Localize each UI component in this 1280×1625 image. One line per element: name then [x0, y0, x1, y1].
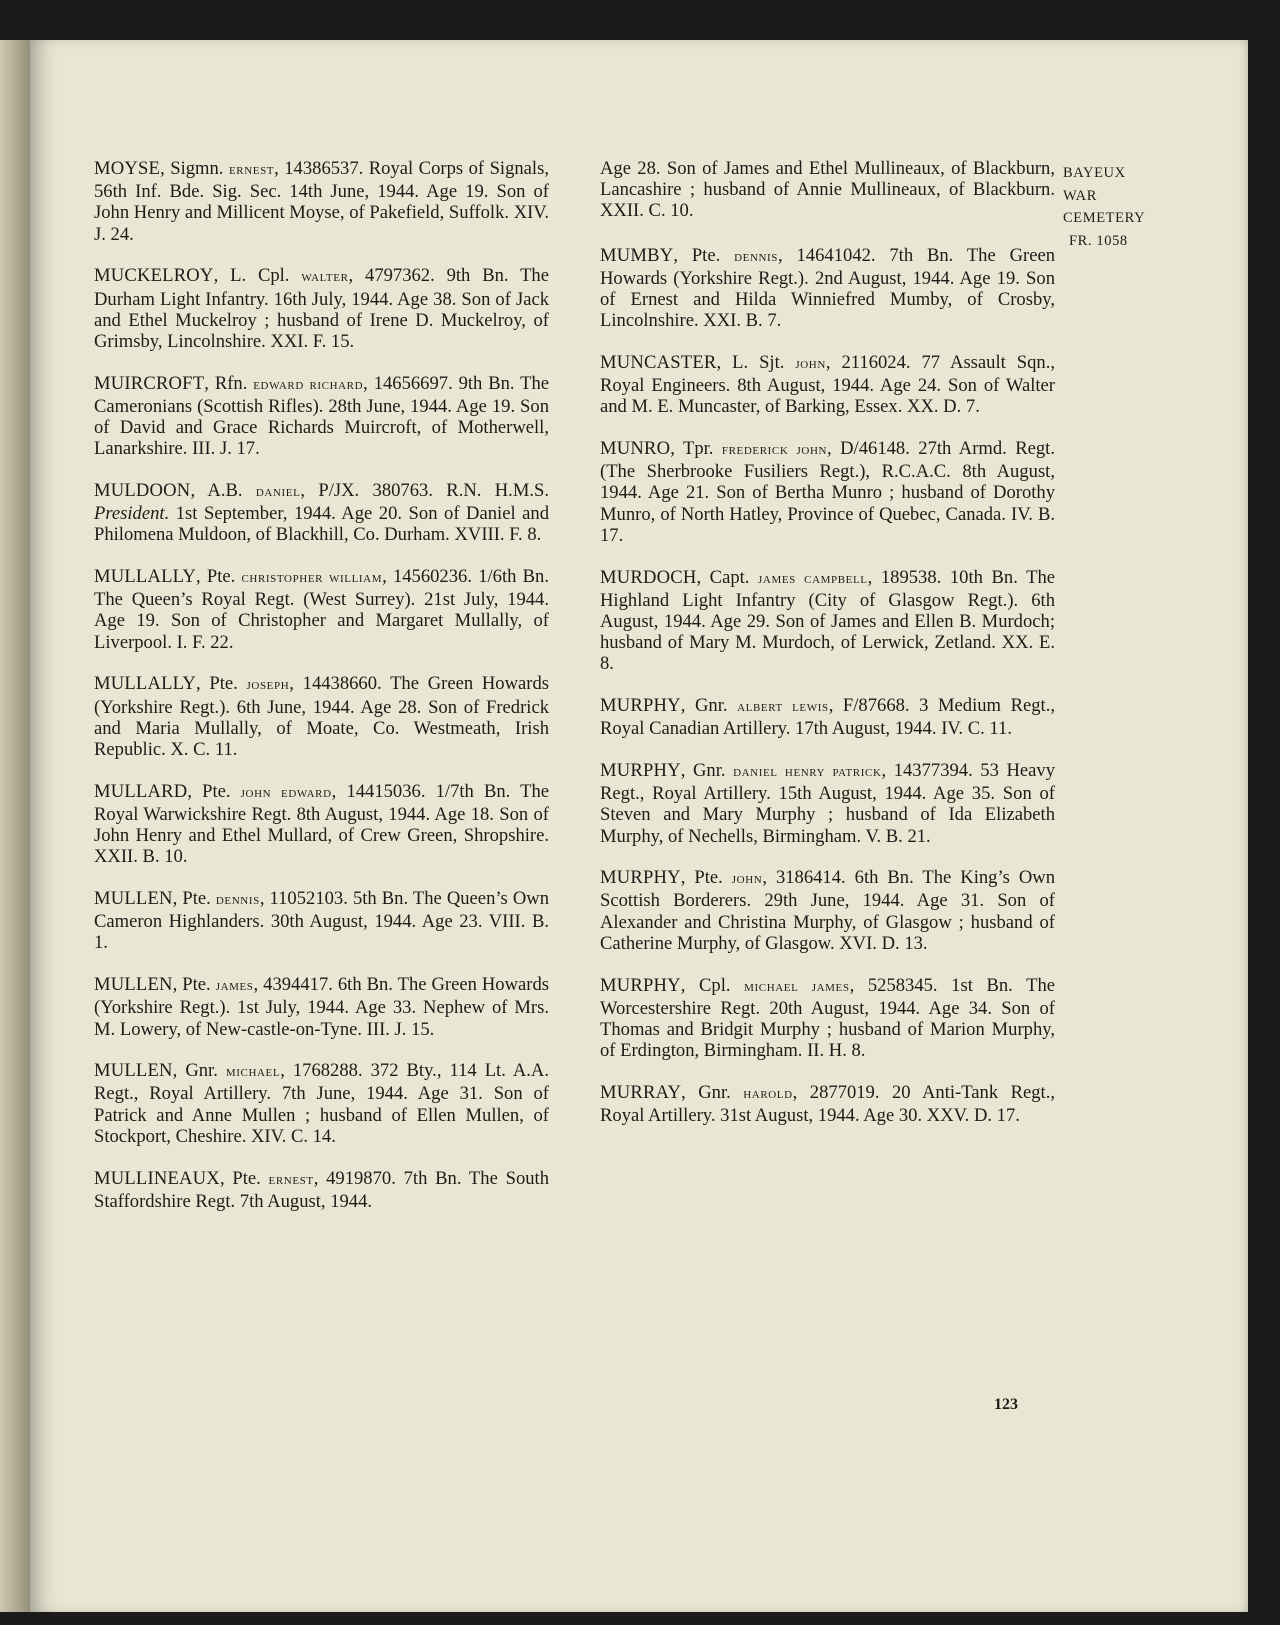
- rank: , Sigmn.: [160, 158, 229, 179]
- entry-details: , 3186414. 6th Bn. The King’s Own Scottish Borderers. 29th June, 1944. Age 31. Son of Alexander and Christina Murphy, of Glasgow ; husband of Catherine Murphy, of Glasgow. XVI. D. 13.: [600, 867, 1056, 954]
- given-names: john edward: [240, 784, 332, 801]
- entry-murdoch: [600, 567, 1055, 675]
- entry-details: , 189538. 10th Bn. The Highland Light Infantry (City of Glasgow Regt.). 6th August, 1944. Age 29. Son of James and Ellen B. Murdoch; husband of Mary M. Murdoch, of Lerwick, Zetland. XX. E. 8.: [600, 566, 1056, 675]
- side-note-line: CEMETERY: [1063, 210, 1146, 226]
- rank: , Pte.: [172, 974, 216, 996]
- given-names: michael: [225, 1064, 281, 1081]
- given-names: christopher william: [241, 570, 383, 587]
- entry-details: , 1768288. 372 Bty., 114 Lt. A.A. Regt., Royal Artillery. 7th June, 1944. Age 31. Son of Patrick and Anne Mullen ; husband of Ellen Mullen, of Stockport, Cheshire. XIV. C. 14.: [94, 1060, 550, 1147]
- entry-murray: [600, 1082, 1055, 1126]
- entry-details: , 14377394. 53 Heavy Regt., Royal Artillery. 15th August, 1944. Age 35. Son of Steven and Mary Murphy ; husband of Ida Elizabeth Murphy, of Nechells, Birmingham. V. B. 21.: [600, 759, 1055, 847]
- rank: , Pte.: [196, 673, 247, 695]
- rank: , Pte.: [219, 1167, 269, 1189]
- entry-details-cont: 1st September, 1944. Age 20. Son of Daniel and Philomena Muldoon, of Blackhill, Co. Durham. XVIII. F. 8.: [94, 503, 549, 546]
- surname: MUIRCROFT: [94, 372, 205, 394]
- given-names: daniel henry patrick: [733, 763, 882, 780]
- page-number: 123: [994, 1396, 1018, 1413]
- given-names: john: [731, 871, 763, 888]
- surname: MUNRO: [600, 438, 671, 460]
- entry-mullen-james: [94, 974, 549, 1040]
- given-names: walter: [301, 269, 349, 286]
- rank: , A.B.: [190, 479, 256, 501]
- entry-mullen-michael: [94, 1060, 549, 1147]
- entry-murphy-john: [600, 867, 1055, 954]
- ship-name: President.: [94, 503, 170, 525]
- surname: MURPHY: [600, 974, 681, 996]
- side-note-line: BAYEUX: [1063, 165, 1126, 181]
- given-names: harold: [743, 1085, 793, 1102]
- given-names: james: [215, 978, 254, 995]
- entry-munro: [600, 438, 1055, 546]
- entry-mullally-joseph: [94, 673, 549, 760]
- entry-muircroft: [94, 373, 549, 460]
- entry-details: , P/JX. 380763. R.N. H.M.S.: [300, 479, 549, 501]
- entry-mullally-christopher: [94, 566, 549, 653]
- rank: , Capt.: [696, 566, 759, 588]
- entry-murphy-michael: [600, 975, 1055, 1062]
- given-names: albert lewis: [737, 699, 829, 716]
- entry-details: , 4394417. 6th Bn. The Green Howards (Yorkshire Regt.). 1st July, 1944. Age 33. Nephew of Mrs. M. Lowery, of New-castle-on-Tyne. III. J. 15.: [94, 974, 549, 1040]
- entry-details: , 2877019. 20 Anti-Tank Regt., Royal Artillery. 31st August, 1944. Age 30. XXV. D. 17.: [600, 1081, 1056, 1127]
- given-names: daniel: [255, 483, 301, 500]
- entry-details: , 11052103. 5th Bn. The Queen’s Own Cameron Highlanders. 30th August, 1944. Age 23. VIII. B. 1.: [94, 887, 549, 954]
- surname: MUCKELROY: [94, 265, 214, 287]
- given-names: frederick john: [721, 442, 828, 459]
- entry-mullen-dennis: [94, 888, 549, 954]
- rank: , Pte.: [680, 867, 732, 889]
- entry-details: , 14415036. 1/7th Bn. The Royal Warwickshire Regt. 8th August, 1944. Age 18. Son of John Henry and Ethel Mullard, of Crew Green, Shropshire. XXII. B. 10.: [94, 780, 549, 868]
- surname: MULLINEAUX: [94, 1167, 220, 1189]
- side-note-line: WAR: [1063, 187, 1098, 204]
- entry-muncaster: [600, 352, 1055, 418]
- entry-details: , 4797362. 9th Bn. The Durham Light Infantry. 16th July, 1944. Age 38. Son of Jack and Ethel Muckelroy ; husband of Irene D. Muckelroy, of Grimsby, Lincolnshire. XXI. F. 15.: [94, 265, 549, 352]
- surname: MURPHY: [600, 867, 681, 889]
- rank: , L. Sjt.: [716, 351, 796, 373]
- surname: MURPHY: [600, 759, 681, 781]
- surname: MULLEN: [94, 887, 173, 909]
- rank: , Pte.: [673, 244, 735, 266]
- surname: MURPHY: [600, 695, 681, 717]
- surname: MURDOCH: [600, 566, 697, 588]
- surname: MURRAY: [600, 1081, 682, 1103]
- entry-mullineaux: [94, 1168, 549, 1212]
- surname: MUMBY: [600, 244, 674, 266]
- entry-muckelroy: [94, 265, 549, 352]
- entry-details: , 14560236. 1/6th Bn. The Queen’s Royal Regt. (West Surrey). 21st July, 1944. Age 19. Son of Christopher and Margaret Mullally, of Liverpool. I. F. 22.: [94, 566, 549, 653]
- entry-mumby: [600, 245, 1055, 332]
- rank: , Pte.: [196, 566, 242, 588]
- given-names: james campbell: [758, 570, 868, 587]
- rank: , Gnr.: [681, 1081, 744, 1103]
- rank: , Pte.: [172, 887, 216, 909]
- rank: , Gnr.: [680, 695, 738, 717]
- right-column: [600, 158, 1055, 1147]
- left-column: [94, 158, 549, 1232]
- facing-page-edge: [0, 40, 34, 1612]
- entry-details: , 2116024. 77 Assault Sqn., Royal Engineers. 8th August, 1944. Age 24. Son of Walter and M. E. Muncaster, of Barking, Essex. XX. D. 7.: [600, 351, 1056, 418]
- entry-details: , 5258345. 1st Bn. The Worcestershire Regt. 20th August, 1944. Age 34. Son of Thomas and Bridgit Murphy ; husband of Marion Murphy, of Erdington, Birmingham. II. H. 8.: [600, 974, 1055, 1062]
- cemetery-side-note: [1063, 162, 1145, 252]
- rank: , Gnr.: [680, 759, 734, 781]
- entry-mullineaux-continued: Age 28. Son of James and Ethel Mullineaux, of Blackburn, Lancashire ; husband of Annie Mullineaux, of Blackburn. XXII. C. 10.: [600, 158, 1055, 222]
- given-names: dennis: [215, 891, 260, 908]
- entry-details: , D/46148. 27th Armd. Regt. (The Sherbrooke Fusiliers Regt.), R.C.A.C. 8th August, 1944. Age 21. Son of Bertha Munro ; husband of Dorothy Munro, of North Hatley, Province of Quebec, Canada. IV. B. 17.: [600, 438, 1055, 546]
- surname: MULLEN: [94, 974, 173, 996]
- rank: , L. Cpl.: [213, 265, 302, 287]
- entry-mullard: [94, 781, 549, 868]
- given-names: joseph: [246, 677, 290, 694]
- entry-moyse: [94, 158, 549, 245]
- entry-muldoon: [94, 480, 549, 546]
- entry-murphy-daniel: [600, 760, 1055, 847]
- entry-murphy-albert: [600, 695, 1055, 739]
- given-names: edward richard: [253, 376, 364, 393]
- rank: , Rfn.: [204, 372, 254, 394]
- rank: , Pte.: [187, 780, 241, 802]
- side-note-line: FR. 1058: [1069, 232, 1128, 249]
- given-names: dennis: [734, 248, 779, 265]
- surname: MOYSE: [94, 158, 161, 179]
- entry-details: , 14641042. 7th Bn. The Green Howards (Yorkshire Regt.). 2nd August, 1944. Age 19. Son of Ernest and Hilda Winniefred Mumby, of Crosby, Lincolnshire. XXI. B. 7.: [600, 244, 1056, 332]
- surname: MUNCASTER: [600, 351, 717, 373]
- entry-details: , 14656697. 9th Bn. The Cameronians (Scottish Rifles). 28th June, 1944. Age 19. Son of David and Grace Richards Muircroft, of Motherwell, Lanarkshire. III. J. 17.: [94, 372, 549, 460]
- rank: , Tpr.: [670, 438, 722, 460]
- given-names: john: [795, 355, 826, 372]
- surname: MULDOON: [94, 479, 191, 501]
- surname: MULLALLY: [94, 566, 196, 588]
- rank: , Gnr.: [172, 1060, 226, 1082]
- entry-details: , 4919870. 7th Bn. The South Staffordshire Regt. 7th August, 1944.: [94, 1167, 549, 1212]
- given-names: ernest: [228, 162, 275, 178]
- given-names: ernest: [268, 1171, 314, 1188]
- surname: MULLALLY: [94, 673, 196, 695]
- surname: MULLEN: [94, 1060, 173, 1082]
- entry-details: , 14438660. The Green Howards (Yorkshire Regt.). 6th June, 1944. Age 28. Son of Fredrick and Maria Mullally, of Moate, Co. Westmeath, Irish Republic. X. C. 11.: [94, 673, 549, 760]
- rank: , Cpl.: [680, 974, 745, 996]
- surname: MULLARD: [94, 780, 188, 802]
- given-names: michael james: [744, 978, 850, 995]
- entry-details: , F/87668. 3 Medium Regt., Royal Canadian Artillery. 17th August, 1944. IV. C. 11.: [600, 695, 1056, 740]
- entry-details: , 14386537. Royal Corps of Signals, 56th Inf. Bde. Sig. Sec. 14th June, 1944. Age 19. Son of John Henry and Millicent Moyse, of Pakefield, Suffolk. XIV. J. 24.: [94, 158, 549, 245]
